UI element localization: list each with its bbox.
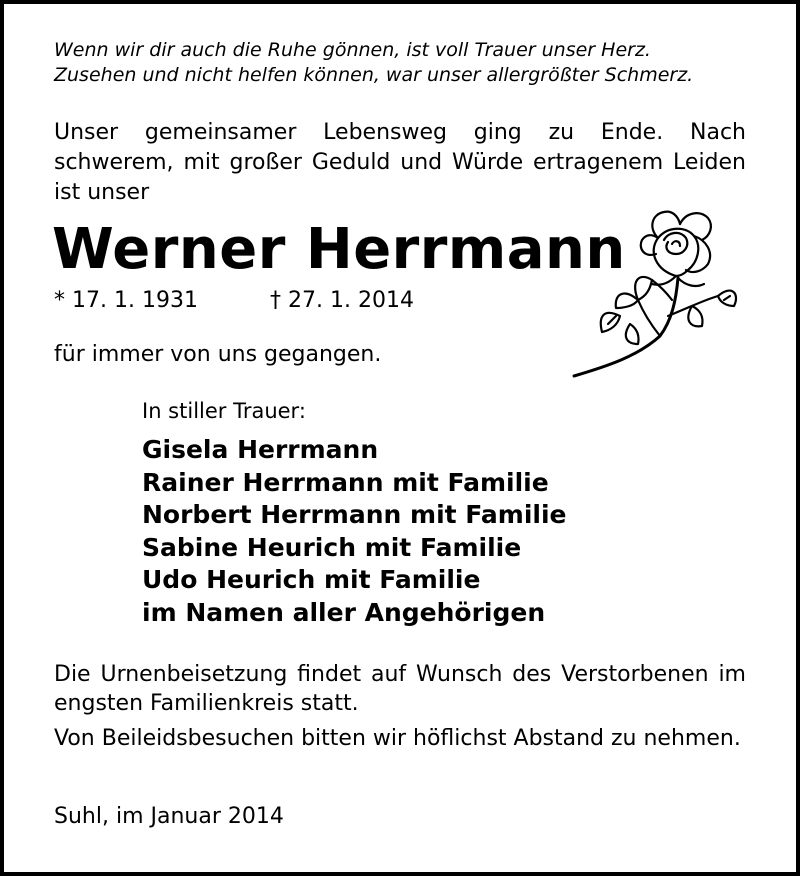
condolence-notice: Von Beileidsbesuchen bitten wir höflichst Abstand zu nehmen. — [54, 726, 741, 751]
poem — [54, 38, 774, 88]
mourner-name: Sabine Heurich mit Familie — [142, 532, 522, 562]
intro-text: Unser gemeinsamer Lebensweg ging zu Ende. Nach schwerem, mit großer Geduld und Würde ertragenem Leiden ist unser — [54, 120, 746, 205]
mourning-intro: In stiller Trauer: — [142, 399, 306, 423]
mourner-list — [142, 434, 567, 629]
deceased-name: Werner Herrmann — [52, 217, 626, 282]
mourner-name: Rainer Herrmann mit Familie — [142, 467, 549, 497]
mourner-name: Udo Heurich mit Familie — [142, 565, 481, 594]
place-date: Suhl, im Januar 2014 — [54, 804, 284, 829]
birth-date: * 17. 1. 1931 — [54, 288, 198, 313]
mourner-name: Gisela Herrmann — [142, 435, 379, 464]
mourner-name: im Namen aller Angehörigen — [142, 597, 546, 627]
death-date: † 27. 1. 2014 — [270, 288, 414, 313]
poem-line-1: Wenn wir dir auch die Ruhe gönnen, ist voll Trauer unser Herz. — [54, 39, 651, 61]
passing-text: für immer von uns gegangen. — [54, 342, 382, 367]
mourner-name: Norbert Herrmann mit Familie — [142, 500, 567, 529]
closing-text — [54, 660, 746, 759]
poem-line-2: Zusehen und nicht helfen können, war unser allergrößter Schmerz. — [54, 64, 694, 86]
burial-notice: Die Urnenbeisetzung findet auf Wunsch des Verstorbenen im engsten Familienkreis statt. — [54, 662, 746, 716]
rose-icon — [568, 196, 744, 380]
